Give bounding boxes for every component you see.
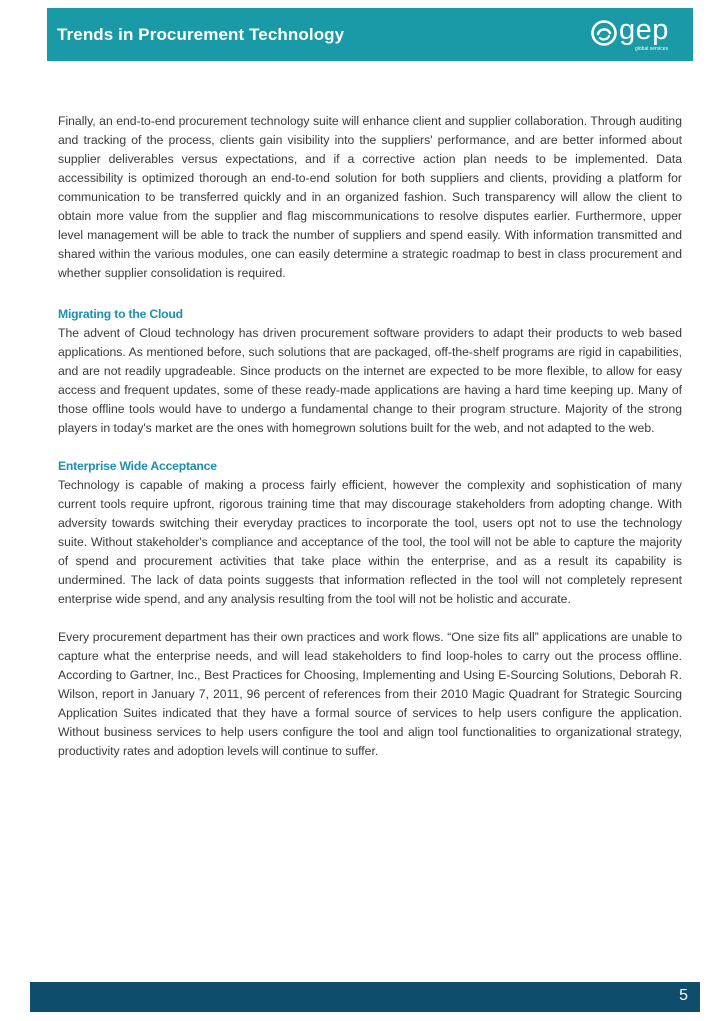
document-body <box>58 112 682 761</box>
section-heading-cloud: Migrating to the Cloud <box>58 307 183 321</box>
logo-wordmark: gep <box>619 14 669 46</box>
section-heading-acceptance: Enterprise Wide Acceptance <box>58 459 217 473</box>
logo-tagline: global services <box>635 46 669 52</box>
section-paragraph-acceptance-2: Every procurement department has their own practices and work flows. “One size fits all” applications are unable to capture what the enterprise needs, and will lead stakeholders to find loop-holes to carry out the process offline. According to Gartner, Inc., Best Practices for Choosing, Implementing and Using E-Sourcing Solutions, Deborah R. Wilson, report in January 7, 2011, 96 percent of references from their 2010 Magic Quadrant for Strategic Sourcing Application Suites indicated that they have a formal source of services to help users configure the application. Without business services to help users configure the tool and align tool functionalities to organizational strategy, productivity rates and adoption levels will continue to suffer. <box>58 630 682 758</box>
section-paragraph-acceptance: Technology is capable of making a process fairly efficient, however the complexity and sophistication of many current tools require upfront, rigorous training time that may discourage stakeholders from adopting change. With adversity towards switching their everyday practices to incorporate the tool, users opt not to use the technology suite. Without stakeholder's compliance and acceptance of the tool, the tool will not be able to capture the majority of spend and procurement activities that take place within the enterprise, and as a result its capability is undermined. The lack of data points suggests that information reflected in the tool will not completely represent enterprise wide spend, and any analysis resulting from the tool will not be holistic and accurate. <box>58 478 682 606</box>
intro-paragraph: Finally, an end-to-end procurement technology suite will enhance client and supplier collaboration. Through auditing and tracking of the process, clients gain visibility into the suppliers' performance, and are better informed about supplier deliverables versus expectations, and if a corrective action plan needs to be implemented. Data accessibility is optimized thorough an end-to-end solution for both suppliers and clients, providing a platform for communication to be transferred quickly and in an organized fashion. Such transparency will allow the client to obtain more value from the supplier and flag miscommunications to resolve disputes earlier. Furthermore, upper level management will be able to track the number of suppliers and spend easily. With information transmitted and shared within the various modules, one can easily determine a strategic roadmap to best in class procurement and whether supplier consolidation is required. <box>58 114 682 280</box>
gep-logo <box>591 14 681 54</box>
section-paragraph-cloud: The advent of Cloud technology has driven procurement software providers to adapt their products to web based applications. As mentioned before, such solutions that are packaged, off-the-shelf programs are rigid in capabilities, and are not readily upgradeable. Since products on the internet are expected to be more flexible, to allow for easy access and frequent updates, some of these ready-made applications are having a hard time keeping up. Many of those offline tools would have to undergo a fundamental change to their program structure. Majority of the strong players in today's market are the ones with homegrown solutions built for the web, and not adapted to the web. <box>58 326 682 435</box>
page-number: 5 <box>679 987 688 1004</box>
gep-swirl-icon <box>591 20 617 46</box>
page-header <box>47 8 693 61</box>
page-footer <box>30 982 700 1012</box>
document-title: Trends in Procurement Technology <box>57 25 345 44</box>
